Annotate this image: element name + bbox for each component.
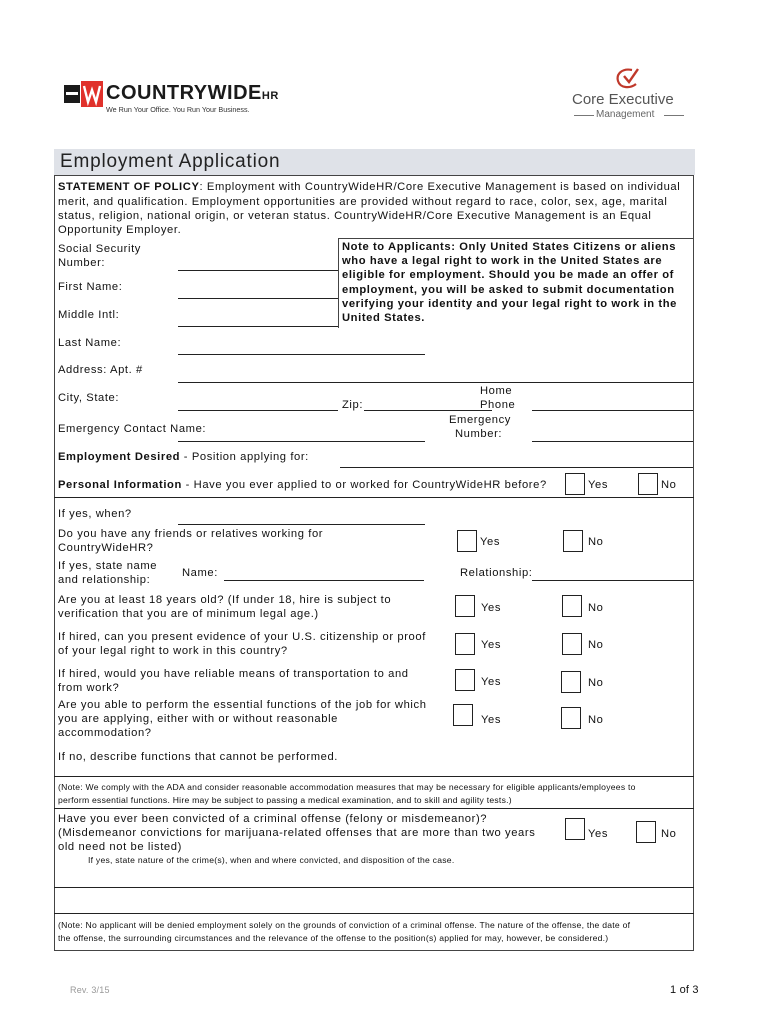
policy-text-1: : Employment with CountryWideHR/Core Executive Management is based on individual xyxy=(199,181,681,193)
age-yes-label: Yes xyxy=(481,602,502,614)
address-label: Address: Apt. # xyxy=(58,364,143,376)
age-no-label: No xyxy=(588,602,604,614)
core-executive-logo xyxy=(570,66,690,124)
policy-line-1 xyxy=(58,180,680,194)
transport-question-1: If hired, would you have reliable means of transportation to and xyxy=(58,668,409,680)
functions-question-2: you are applying, either with or without reasonable xyxy=(58,713,338,725)
ssn-input[interactable] xyxy=(178,270,338,271)
home-phone-label-2: Phone xyxy=(480,399,516,411)
transport-question-2: from work? xyxy=(58,682,120,694)
convicted-yes-checkbox[interactable] xyxy=(565,818,585,840)
ssn-label-1: Social Security xyxy=(58,243,141,255)
convicted-no-label: No xyxy=(661,828,677,840)
applied-before-yes-label: Yes xyxy=(588,479,609,491)
core-executive-mark-icon xyxy=(612,66,642,92)
citizenship-question-2: of your legal right to work in this country? xyxy=(58,645,288,657)
personal-info-text: - Have you ever applied to or worked for CountryWideHR before? xyxy=(181,479,547,491)
employment-desired-label: Employment Desired xyxy=(58,451,181,463)
emergency-number-label-1: Emergency xyxy=(449,414,511,426)
relationship-label: Relationship: xyxy=(460,567,533,579)
transport-no-label: No xyxy=(588,677,604,689)
employment-desired-row xyxy=(58,450,309,464)
revision-label: Rev. 3/15 xyxy=(70,985,110,995)
citizenship-yes-checkbox[interactable] xyxy=(455,633,475,655)
crime-detail-input-1[interactable] xyxy=(54,887,694,888)
convicted-question-1: Have you ever been convicted of a criminal offense (felony or misdemeanor)? xyxy=(58,813,488,825)
relatives-no-label: No xyxy=(588,536,604,548)
logo-brand-text: COUNTRYWIDE xyxy=(106,82,262,104)
age-no-checkbox[interactable] xyxy=(562,595,582,617)
logo-brand-suffix: HR xyxy=(261,90,279,102)
age-yes-checkbox[interactable] xyxy=(455,595,475,617)
note-line-3: eligible for employment. Should you be made an offer of xyxy=(342,269,674,281)
last-name-input[interactable] xyxy=(178,354,425,355)
countrywide-logo xyxy=(64,80,279,124)
if-yes-state-1: If yes, state name xyxy=(58,560,158,572)
note-line-1: Note to Applicants: Only United States Citizens or aliens xyxy=(342,241,677,253)
first-name-input[interactable] xyxy=(178,298,338,299)
citizenship-no-label: No xyxy=(588,639,604,651)
zip-label: Zip: xyxy=(342,399,364,411)
position-input[interactable] xyxy=(340,467,693,468)
functions-no-checkbox[interactable] xyxy=(561,707,581,729)
relatives-yes-checkbox[interactable] xyxy=(457,530,477,552)
conviction-note-2: the offense, the surrounding circumstances and the relevance of the offense to the position(s) applied for may, however, be considered.) xyxy=(58,933,609,943)
policy-line-4: Opportunity Employer. xyxy=(58,224,182,236)
logo-right-line1: Core Executive xyxy=(572,91,674,108)
middle-initial-label: Middle Intl: xyxy=(58,309,120,321)
policy-line-3: status, religion, national origin, or veteran status. CountryWideHR/Core Executive Management is an Equal xyxy=(58,210,652,222)
relative-name-input[interactable] xyxy=(224,580,424,581)
address-input[interactable] xyxy=(178,382,693,383)
functions-question-1: Are you able to perform the essential functions of the job for which xyxy=(58,699,427,711)
if-yes-when-input[interactable] xyxy=(178,524,425,525)
section-divider-2 xyxy=(54,808,694,809)
emergency-contact-input[interactable] xyxy=(178,441,425,442)
citizenship-yes-label: Yes xyxy=(481,639,502,651)
functions-yes-checkbox[interactable] xyxy=(453,704,473,726)
ssn-label-2: Number: xyxy=(58,257,106,269)
conviction-note-1: (Note: No applicant will be denied employment solely on the grounds of conviction of a criminal offense. The nature of the offense, the date of xyxy=(58,920,631,930)
if-yes-when-label: If yes, when? xyxy=(58,508,132,520)
citizenship-question-1: If hired, can you present evidence of your U.S. citizenship or proof xyxy=(58,631,426,643)
applied-before-no-label: No xyxy=(661,479,677,491)
note-line-2: who have a legal right to work in the United States are xyxy=(342,255,663,267)
applied-before-yes-checkbox[interactable] xyxy=(565,473,585,495)
policy-line-2: merit, and qualification. Employment opportunities are provided without regard to race, color, sex, age, marital xyxy=(58,196,668,208)
countrywide-mark-icon xyxy=(64,81,106,107)
if-yes-state-2: and relationship: xyxy=(58,574,151,586)
relatives-no-checkbox[interactable] xyxy=(563,530,583,552)
policy-heading: STATEMENT OF POLICY xyxy=(58,181,200,193)
emergency-number-label-2: Number: xyxy=(455,428,503,440)
relatives-question-1: Do you have any friends or relatives working for xyxy=(58,528,324,540)
note-line-6: United States. xyxy=(342,312,425,324)
transport-yes-checkbox[interactable] xyxy=(455,669,475,691)
ada-note-2: perform essential functions. Hire may be subject to passing a medical examination, and to skill and agility tests.) xyxy=(58,795,512,805)
logo-right-line2: Management xyxy=(596,109,655,120)
convicted-question-3: old need not be listed) xyxy=(58,841,182,853)
convicted-question-2: (Misdemeanor convictions for marijuana-related offenses that are more than two years xyxy=(58,827,536,839)
relatives-yes-label: Yes xyxy=(480,536,501,548)
personal-info-row xyxy=(58,478,547,492)
zip-input[interactable] xyxy=(364,410,492,411)
relative-name-label: Name: xyxy=(182,567,218,579)
page-number: 1 of 3 xyxy=(670,984,699,996)
transport-no-checkbox[interactable] xyxy=(561,671,581,693)
age-question-1: Are you at least 18 years old? (If under 18, hire is subject to xyxy=(58,594,392,606)
age-question-2: verification that you are of minimum legal age.) xyxy=(58,608,319,620)
logo-tagline: We Run Your Office. You Run Your Business. xyxy=(106,105,250,114)
relatives-question-2: CountryWideHR? xyxy=(58,542,154,554)
city-state-input[interactable] xyxy=(178,410,338,411)
note-line-5: verifying your identity and your legal right to work in the xyxy=(342,298,678,310)
functions-yes-label: Yes xyxy=(481,714,502,726)
employment-desired-text: - Position applying for: xyxy=(180,451,309,463)
note-line-4: employment, you will be asked to submit documentation xyxy=(342,284,675,296)
applied-before-no-checkbox[interactable] xyxy=(638,473,658,495)
relationship-input[interactable] xyxy=(532,580,693,581)
citizenship-no-checkbox[interactable] xyxy=(562,633,582,655)
personal-info-label: Personal Information xyxy=(58,479,182,491)
middle-initial-input[interactable] xyxy=(178,326,338,327)
personal-info-divider xyxy=(54,497,694,498)
crime-detail-label: If yes, state nature of the crime(s), when and where convicted, and disposition of the case. xyxy=(88,855,455,865)
page-title: Employment Application xyxy=(60,151,281,172)
ada-note-1: (Note: We comply with the ADA and consider reasonable accommodation measures that may be necessary for eligible applicants/employees to xyxy=(58,782,636,792)
emergency-contact-label: Emergency Contact Name: xyxy=(58,423,207,435)
convicted-yes-label: Yes xyxy=(588,828,609,840)
home-phone-input[interactable] xyxy=(532,410,693,411)
functions-no-label: No xyxy=(588,714,604,726)
if-no-describe-label: If no, describe functions that cannot be performed. xyxy=(58,751,338,763)
emergency-number-input[interactable] xyxy=(532,441,693,442)
transport-yes-label: Yes xyxy=(481,676,502,688)
last-name-label: Last Name: xyxy=(58,337,122,349)
first-name-label: First Name: xyxy=(58,281,123,293)
functions-question-3: accommodation? xyxy=(58,727,152,739)
city-state-label: City, State: xyxy=(58,392,120,404)
home-phone-label-1: Home xyxy=(480,385,513,397)
crime-detail-input-2[interactable] xyxy=(54,913,694,914)
section-divider-1 xyxy=(54,776,694,777)
convicted-no-checkbox[interactable] xyxy=(636,821,656,843)
